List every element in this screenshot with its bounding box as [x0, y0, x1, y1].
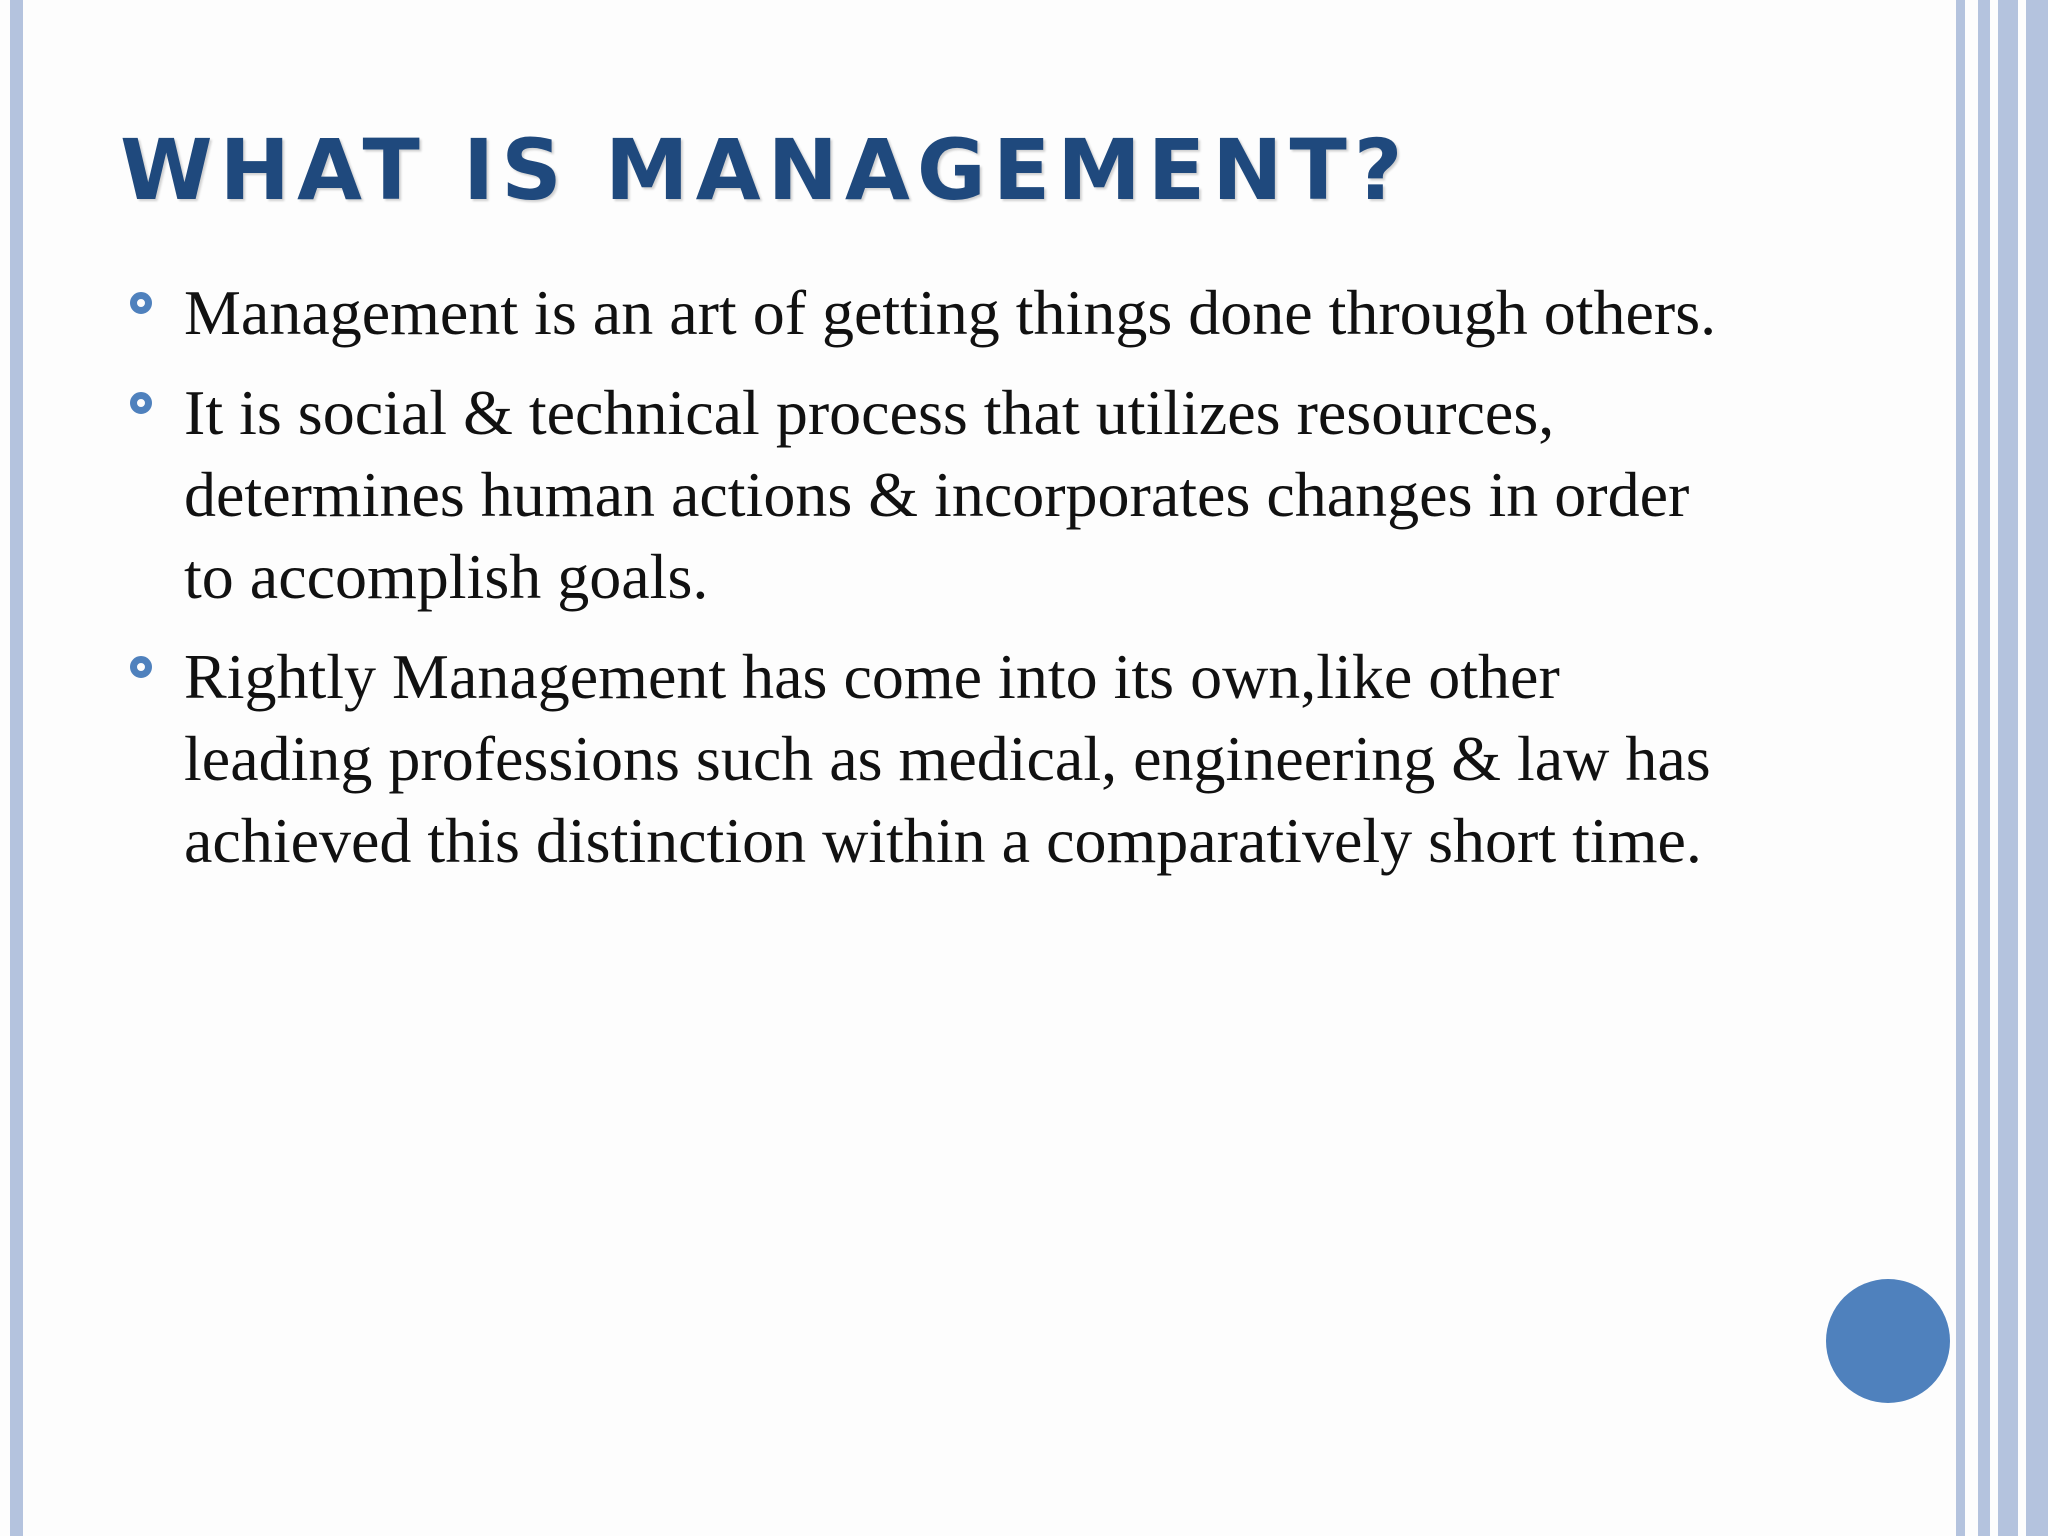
- ring-bullet-icon: [130, 292, 152, 314]
- bullet-item: [128, 372, 1728, 618]
- bullet-text: Rightly Management has come into its own,like other leading professions such as medical, engineering & law has achieved this distinction within a comparatively short time.: [184, 641, 1711, 876]
- bullet-text: It is social & technical process that utilizes resources, determines human actions & incorporates changes in order to accomplish goals.: [184, 377, 1690, 612]
- right-border-stripe: [1998, 0, 2018, 1536]
- ring-bullet-icon: [130, 392, 152, 414]
- bullet-list: [128, 272, 1728, 900]
- bullet-item: [128, 272, 1728, 354]
- ring-bullet-icon: [130, 656, 152, 678]
- left-border-stripe: [10, 0, 23, 1536]
- slide-title: WHAT IS MANAGEMENT?: [120, 121, 1410, 219]
- decorative-circle: [1826, 1279, 1950, 1403]
- right-border-stripe: [1956, 0, 1965, 1536]
- bullet-text: Management is an art of getting things done through others.: [184, 277, 1717, 348]
- right-border-stripe: [1978, 0, 1990, 1536]
- right-border-stripe: [2026, 0, 2048, 1536]
- bullet-item: [128, 636, 1728, 882]
